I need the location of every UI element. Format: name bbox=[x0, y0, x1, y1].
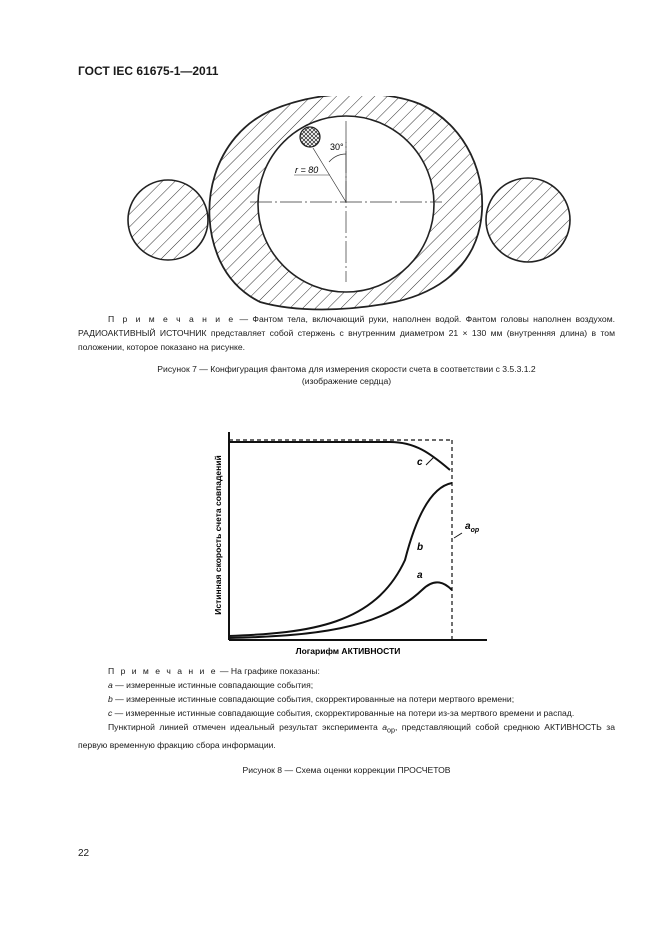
aop-leader bbox=[454, 533, 462, 538]
note-text: — Фантом тела, включающий руки, наполнен водой. Фантом головы наполнен воздухом. РАДИОАКТИВНЫЙ ИСТОЧНИК представляет собой стержень с внутренним диаметром 21 × 130 мм (внутренняя длина) в том положении, которое показано на рисунке. bbox=[78, 314, 615, 352]
note-label: П р и м е ч а н и е bbox=[108, 314, 236, 324]
label-aop: $a_{ор}$ bbox=[465, 521, 480, 534]
label-b: b bbox=[417, 542, 424, 553]
radius-label: r = 80 bbox=[295, 165, 319, 175]
phantom-figure bbox=[120, 96, 580, 316]
note-intro: — На графике показаны: bbox=[217, 666, 320, 676]
figure7-caption bbox=[78, 363, 615, 387]
y-axis-label: Истинная скорость счета совпадений bbox=[213, 455, 223, 615]
label-a: a bbox=[417, 570, 423, 581]
caption-line-1: Рисунок 7 — Конфигурация фантома для измерения скорости счета в соответствии с 3.5.3.1.2 bbox=[157, 364, 536, 374]
curve-a bbox=[229, 582, 452, 638]
list-item: c — измеренные истинные совпадающие события, скорректированные на потери из-за мертвого времени и распад. bbox=[108, 708, 575, 718]
left-arm-phantom bbox=[128, 180, 208, 260]
document-header: ГОСТ IEC 61675-1—2011 bbox=[78, 64, 219, 78]
note-label: П р и м е ч а н и е bbox=[108, 666, 218, 676]
list-item: a — измеренные истинные совпадающие события; bbox=[108, 680, 314, 690]
label-c: c bbox=[417, 457, 423, 468]
radioactive-source bbox=[300, 127, 320, 147]
label-c-leader bbox=[426, 457, 434, 465]
miscount-chart bbox=[200, 425, 500, 660]
angle-label: 30° bbox=[330, 142, 344, 152]
right-arm-phantom bbox=[486, 178, 570, 262]
figure8-caption: Рисунок 8 — Схема оценки коррекции ПРОСЧЕТОВ bbox=[242, 765, 451, 775]
figure8-note bbox=[78, 664, 615, 752]
figure7-note bbox=[78, 312, 615, 354]
list-item: b — измеренные истинные совпадающие события, скорректированные на потери мертвого времени; bbox=[108, 694, 515, 704]
ideal-result-note: Пунктирной линией отмечен идеальный результат эксперимента $a_{ор}$, представляющий собой среднюю АКТИВНОСТЬ за первую временную фракцию сбора информации. bbox=[78, 722, 615, 750]
caption-line-2: (изображение сердца) bbox=[301, 376, 392, 386]
x-axis-label: Логарифм АКТИВНОСТИ bbox=[295, 646, 401, 656]
page-number: 22 bbox=[78, 848, 90, 859]
curve-b bbox=[229, 483, 452, 636]
